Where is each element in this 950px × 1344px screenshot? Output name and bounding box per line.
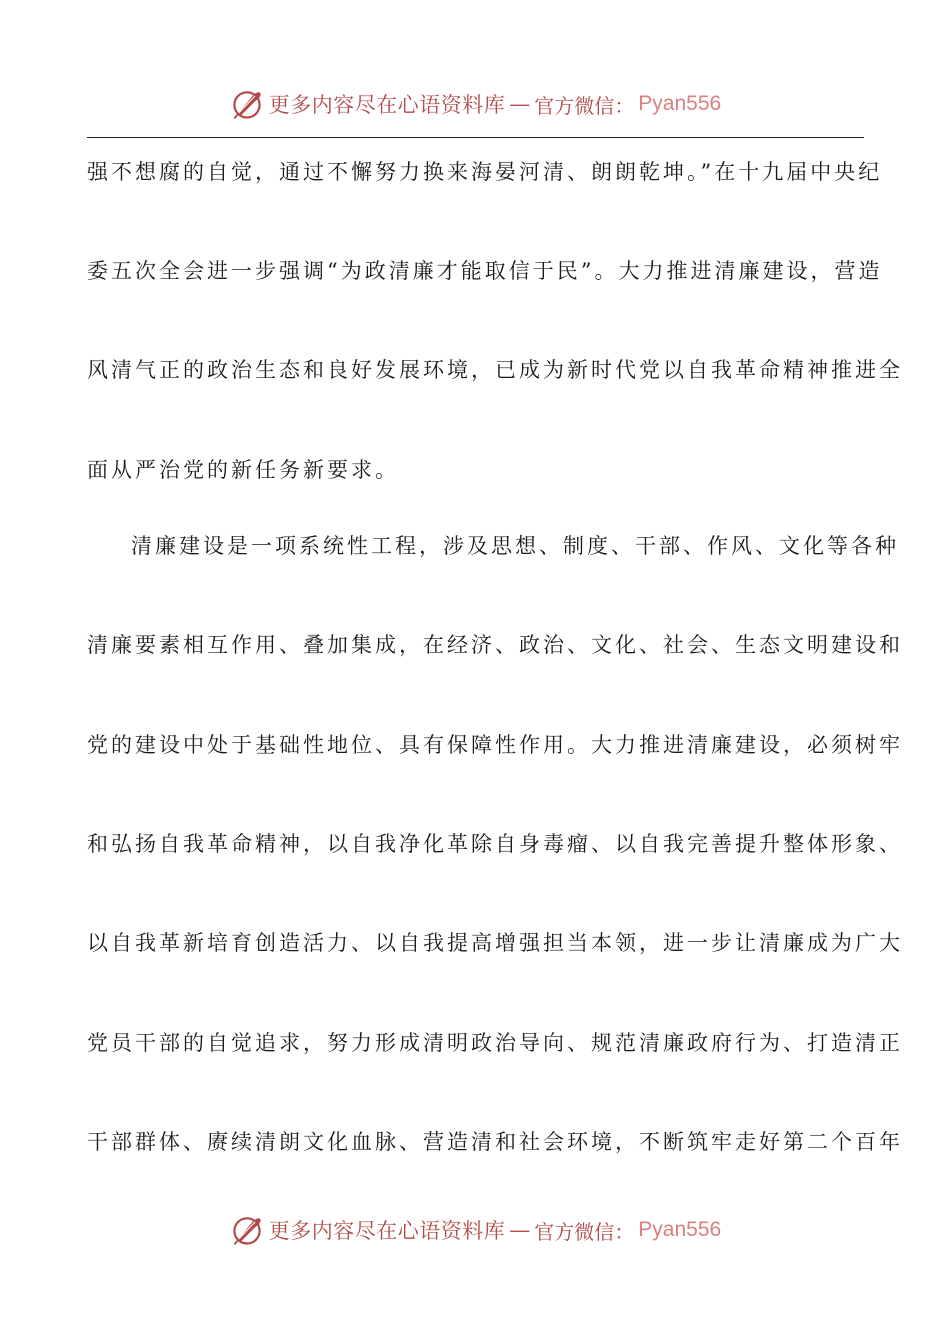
body-line-8: 和弘扬自我革命精神，以自我净化革除自身毒瘤、以自我完善提升整体形象、: [87, 832, 903, 856]
body-line-3: 风清气正的政治生态和良好发展环境，已成为新时代党以自我革命精神推进全: [87, 358, 903, 382]
quill-pen-logo-icon: [229, 1212, 265, 1248]
body-line-9: 以自我革新培育创造活力、以自我提高增强担当本领，进一步让清廉成为广大: [87, 931, 903, 955]
body-line-11: 干部群体、赓续清朗文化血脉、营造清和社会环境，不断筑牢走好第二个百年: [87, 1130, 903, 1154]
body-line-6: 清廉要素相互作用、叠加集成，在经济、政治、文化、社会、生态文明建设和: [87, 633, 903, 657]
body-line-5: 清廉建设是一项系统性工程，涉及思想、制度、干部、作风、文化等各种: [131, 534, 899, 558]
header-divider: [87, 137, 864, 138]
body-line-4: 面从严治党的新任务新要求。: [87, 458, 399, 482]
footer-wechat-id: Pyan556: [638, 1218, 722, 1241]
footer-banner: [0, 1210, 950, 1250]
body-line-7: 党的建设中处于基础性地位、具有保障性作用。大力推进清廉建设，必须树牢: [87, 733, 903, 757]
quill-pen-logo-icon: [229, 86, 265, 122]
header-separator: —: [509, 92, 531, 116]
footer-slogan: 更多内容尽在心语资料库: [268, 1219, 506, 1243]
body-line-1: 强不想腐的自觉，通过不懈努力换来海晏河清、朗朗乾坤。”在十九届中央纪: [87, 160, 883, 184]
body-line-2: 委五次全会进一步强调“为政清廉才能取信于民”。大力推进清廉建设，营造: [87, 259, 883, 283]
header-wechat-label: 官方微信：: [534, 93, 635, 118]
header-slogan: 更多内容尽在心语资料库: [268, 93, 506, 117]
header-wechat-id: Pyan556: [638, 92, 722, 115]
header-banner: [0, 84, 950, 124]
footer-wechat-label: 官方微信：: [534, 1219, 635, 1244]
footer-separator: —: [509, 1218, 531, 1242]
body-line-10: 党员干部的自觉追求，努力形成清明政治导向、规范清廉政府行为、打造清正: [87, 1031, 903, 1055]
